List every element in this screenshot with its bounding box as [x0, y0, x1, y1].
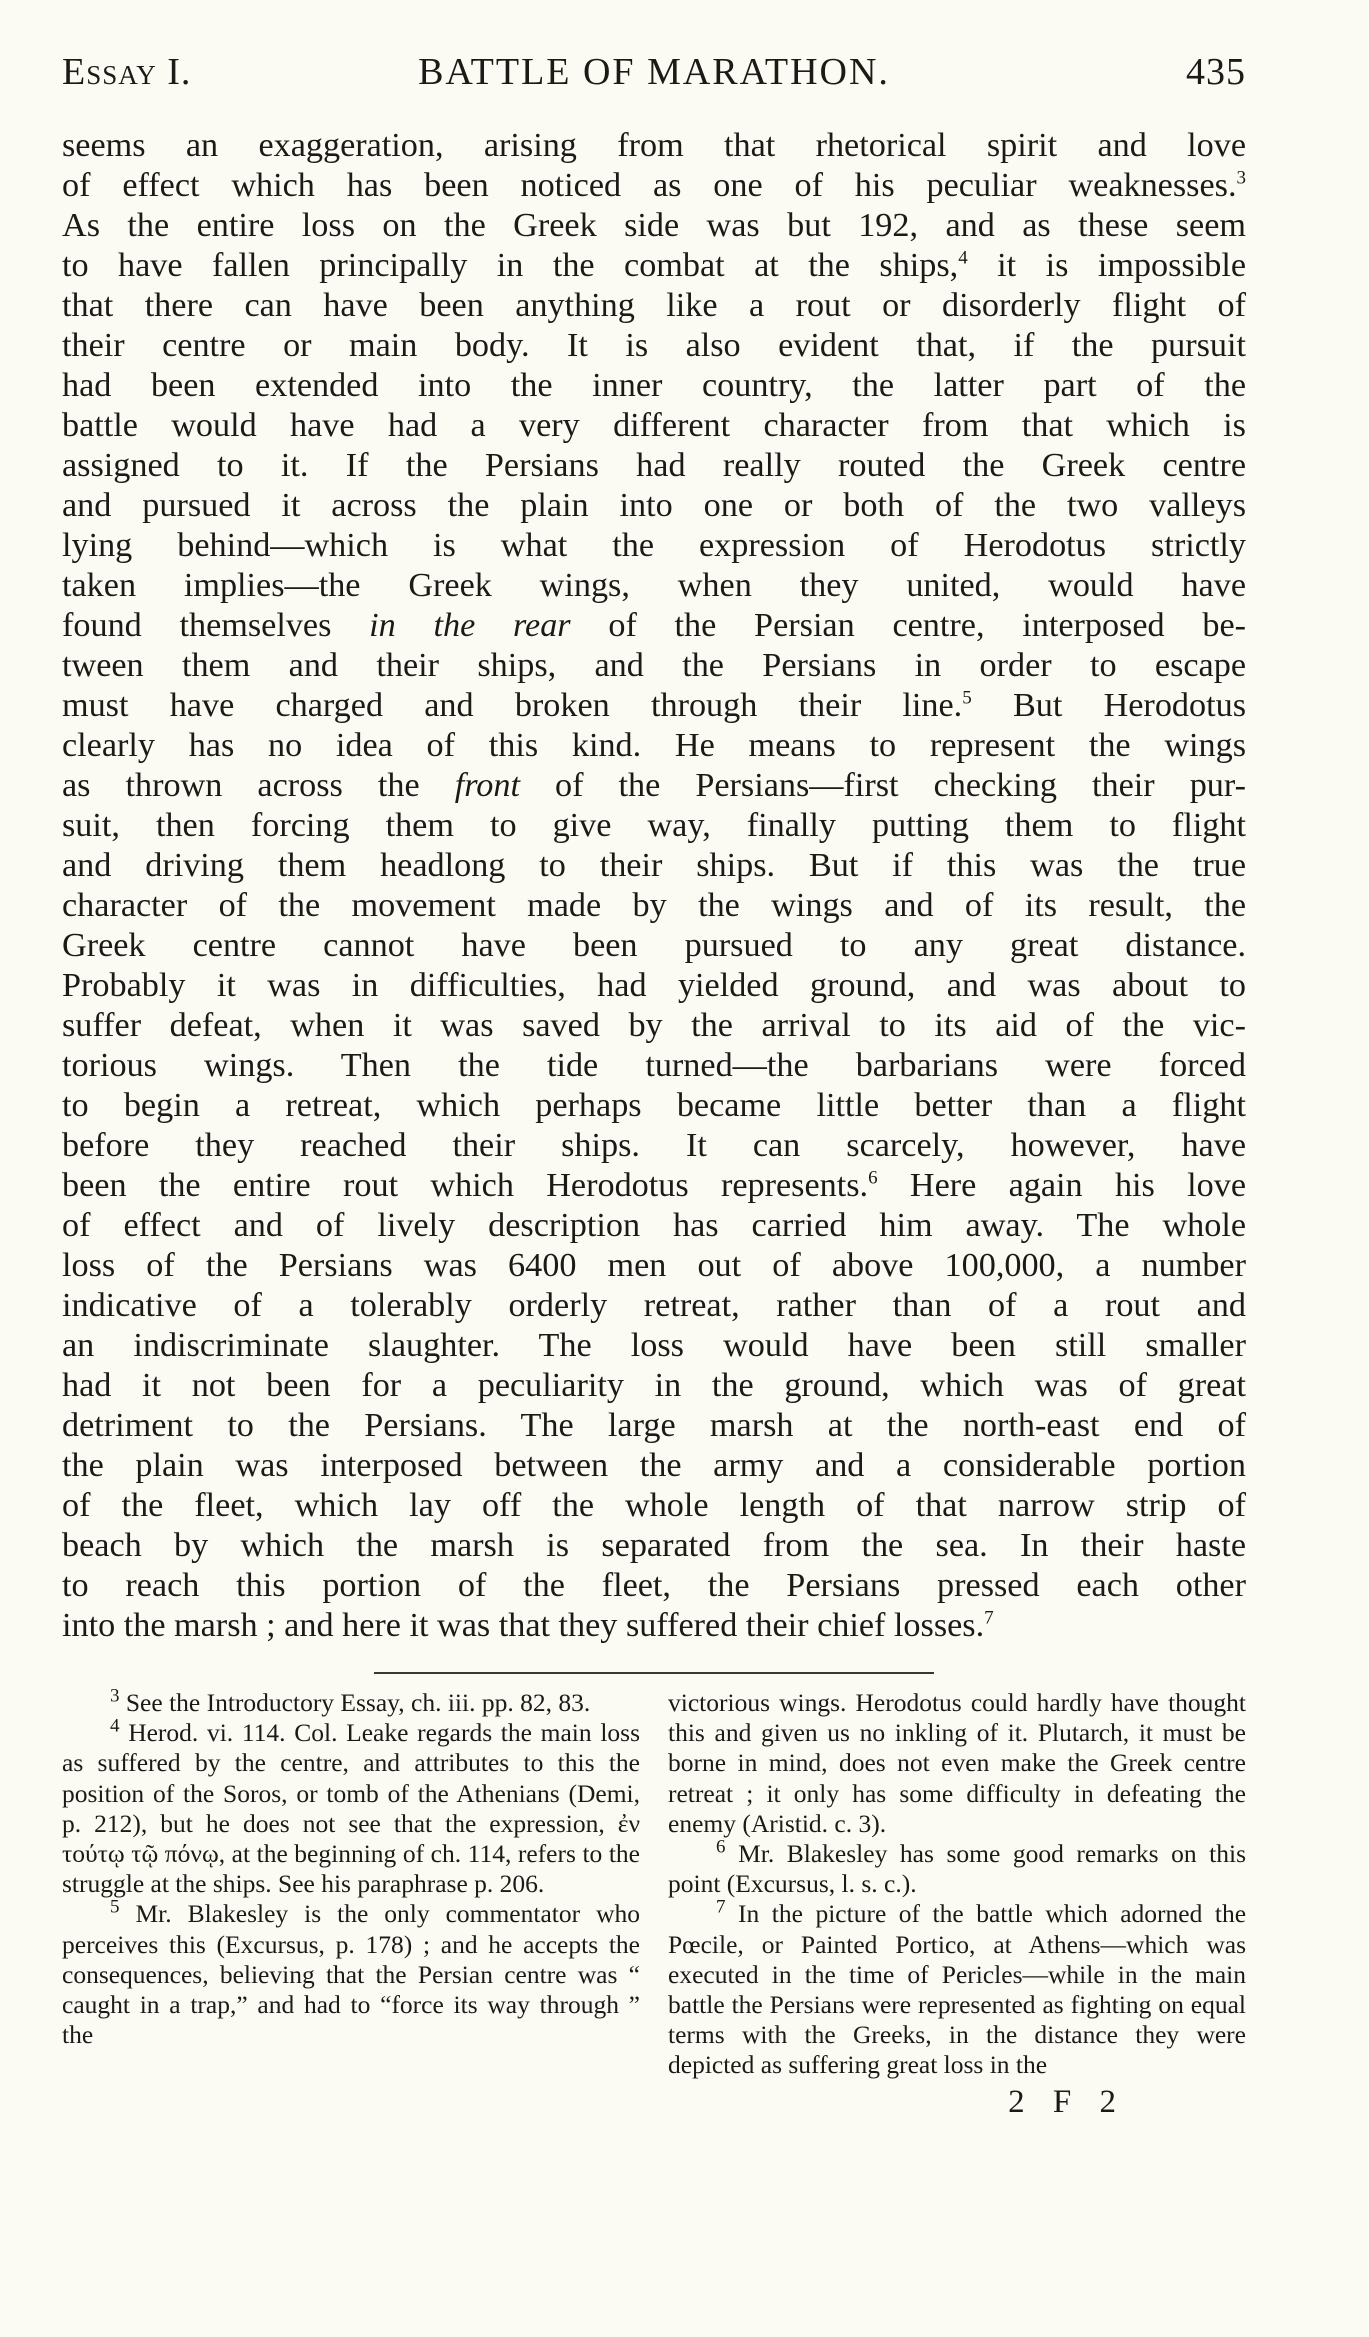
signature-mark: 2 F 2 [1008, 2083, 1126, 2120]
text-line: and pursued it across the plain into one or both of the two valleys [62, 487, 1246, 524]
footnote-continuation: victorious wings. Herodotus could hardly have thought this and given us no inkling of it. Plutarch, it must be borne in mind, does not even make the Greek centre retreat ; it only has some difficulty in defeating the enemy (Aristid. c. 3). [668, 1688, 1246, 1838]
text-line: lying behind—which is what the expression of Herodotus strictly [62, 527, 1246, 564]
footnote-number: 4 [110, 1715, 120, 1737]
text-line: must have charged and broken through their line.$^5$ But Herodotus [62, 687, 1246, 724]
text-line: the plain was interposed between the army and a considerable portion [62, 1447, 1246, 1484]
footnotes-left-column [62, 1685, 640, 2117]
text-line: torious wings. Then the tide turned—the barbarians were forced [62, 1047, 1246, 1084]
footnote-number: 7 [716, 1896, 726, 1918]
text-line: an indiscriminate slaughter. The loss would have been still smaller [62, 1327, 1246, 1364]
footnote-ref: 5 [962, 687, 972, 709]
text-line: loss of the Persians was 6400 men out of above 100,000, a number [62, 1247, 1246, 1284]
footnote: $^6$ Mr. Blakesley has some good remarks on this point (Excursus, l. s. c.). [668, 1836, 1247, 1899]
running-head [62, 50, 1246, 108]
text-line: to have fallen principally in the combat at the ships,$^4$ it is impossible [62, 247, 1246, 284]
italic-phrase: in the rear [369, 607, 571, 644]
text-line: detriment to the Persians. The large marsh at the north-east end of [62, 1407, 1246, 1444]
text-line: Greek centre cannot have been pursued to any great distance. [62, 927, 1246, 964]
text-line: their centre or main body. It is also evident that, if the pursuit [62, 327, 1246, 364]
text-line: to reach this portion of the fleet, the Persians pressed each other [62, 1567, 1246, 1604]
italic-phrase: front [454, 767, 520, 804]
text-line: had been extended into the inner country, the latter part of the [62, 367, 1246, 404]
text-line: of effect and of lively description has carried him away. The whole [62, 1207, 1246, 1244]
text-line: been the entire rout which Herodotus represents.$^6$ Here again his love [62, 1167, 1246, 1204]
text-line: assigned to it. If the Persians had really routed the Greek centre [62, 447, 1246, 484]
footnote: $^7$ In the picture of the battle which adorned the Pœcile, or Painted Portico, at Athens—which was executed in the time of Pericles—while in the main battle the Persians were represented as fighting on equal terms with the Greeks, in the distance they were depicted as suffering great loss in the [668, 1896, 1247, 2080]
text-line: before they reached their ships. It can scarcely, however, have [62, 1127, 1246, 1164]
text-line: clearly has no idea of this kind. He means to represent the wings [62, 727, 1246, 764]
footnote-number: 5 [110, 1896, 120, 1918]
text-line: seems an exaggeration, arising from that rhetorical spirit and love [62, 127, 1246, 164]
footnote: $^4$ Herod. vi. 114. Col. Leake regards the main loss as suffered by the centre, and attributes to this the position of the Soros, or tomb of the Athenians (Demi, p. 212), but he does not see that the expression, ἐν τούτῳ τῷ πόνῳ, at the beginning of ch. 114, refers to the struggle at the ships. See his paraphrase p. 206. [62, 1715, 640, 1899]
footnotes [62, 1685, 1247, 2120]
footnote: $^3$ See the Introductory Essay, ch. iii. pp. 82, 83. [110, 1685, 591, 1717]
text-line: as thrown across the front of the Persians—first checking their pur- [62, 767, 1246, 804]
essay-label: Essay I. [62, 51, 192, 93]
footnotes-right-column [668, 1688, 1247, 2120]
page-title: BATTLE OF MARATHON. [418, 51, 890, 93]
footnote-number: 6 [716, 1836, 726, 1858]
text-line: character of the movement made by the wings and of its result, the [62, 887, 1246, 924]
text-line: to begin a retreat, which perhaps became little better than a flight [62, 1087, 1246, 1124]
text-line: As the entire loss on the Greek side was but 192, and as these seem [62, 207, 1246, 244]
text-line: found themselves in the rear of the Persian centre, interposed be- [62, 607, 1247, 644]
text-line: of effect which has been noticed as one of his peculiar weaknesses.$^3$ [62, 167, 1246, 204]
text-line: that there can have been anything like a rout or disorderly flight of [62, 287, 1246, 324]
footnote-ref: 7 [984, 1607, 994, 1629]
page-number: 435 [1186, 51, 1246, 93]
text-line: Probably it was in difficulties, had yielded ground, and was about to [62, 967, 1246, 1004]
text-line: of the fleet, which lay off the whole length of that narrow strip of [62, 1487, 1246, 1524]
footnote-ref: 4 [958, 247, 968, 269]
footnote-number: 3 [110, 1685, 120, 1707]
text-line: had it not been for a peculiarity in the ground, which was of great [62, 1367, 1246, 1404]
text-line: suffer defeat, when it was saved by the arrival to its aid of the vic- [62, 1007, 1246, 1044]
text-line: beach by which the marsh is separated from the sea. In their haste [62, 1527, 1246, 1564]
book-page [62, 50, 1247, 2120]
text-line: and driving them headlong to their ships. But if this was the true [62, 847, 1246, 884]
text-line: tween them and their ships, and the Persians in order to escape [62, 647, 1246, 684]
text-line: suit, then forcing them to give way, finally putting them to flight [62, 807, 1246, 844]
text-line: into the marsh ; and here it was that they suffered their chief losses.$^7$ [62, 1607, 994, 1644]
footnote: $^5$ Mr. Blakesley is the only commentator who perceives this (Excursus, p. 178) ; and he accepts the consequences, believing that the Persian centre was “ caught in a trap,” and had to “force its way through ” the [62, 1896, 640, 2050]
text-line: battle would have had a very different character from that which is [62, 407, 1246, 444]
footnote-divider [374, 1672, 934, 1674]
text-line: indicative of a tolerably orderly retreat, rather than of a rout and [62, 1287, 1246, 1324]
text-line: taken implies—the Greek wings, when they united, would have [62, 567, 1246, 604]
main-text [62, 126, 1246, 1646]
footnote-ref: 3 [1236, 167, 1246, 189]
footnote-ref: 6 [868, 1167, 878, 1189]
